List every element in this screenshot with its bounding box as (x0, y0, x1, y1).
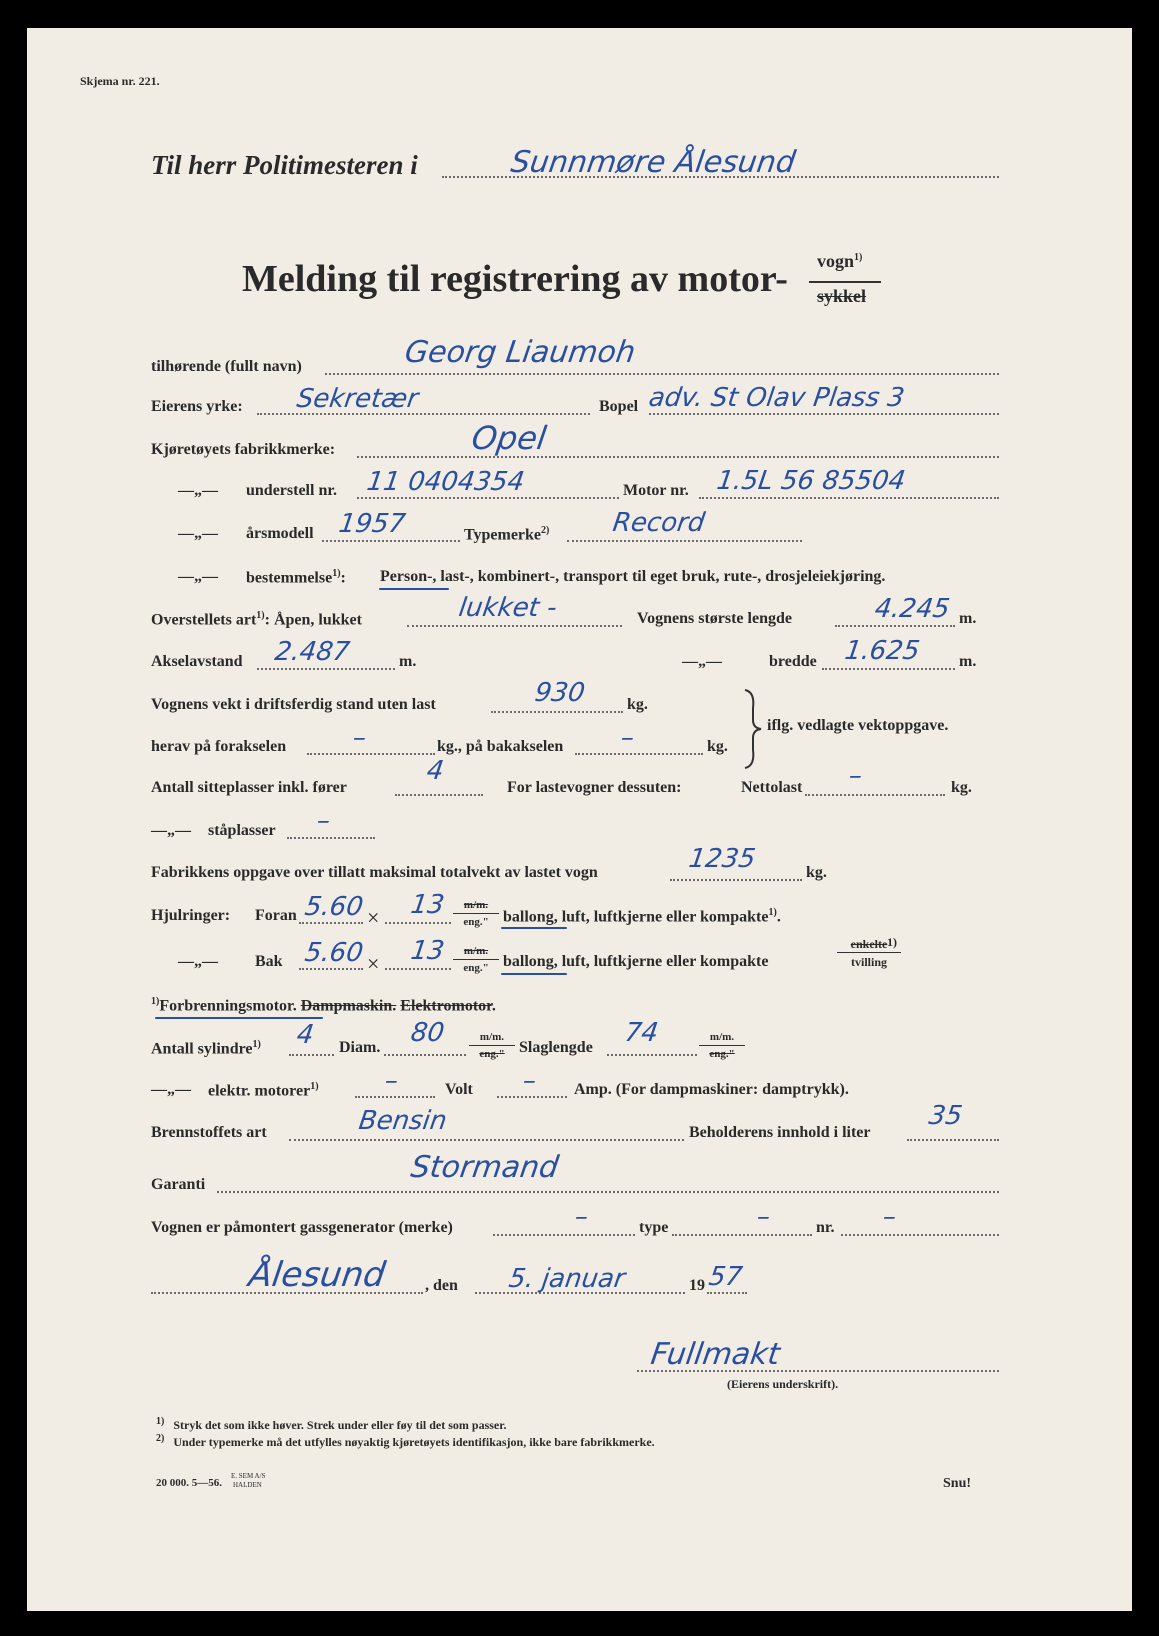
residence-value[interactable]: adv. St Olav Plass 3 (646, 383, 907, 413)
unit-kg: kg. (806, 864, 827, 881)
title-option-vogn: vogn$^{1)}$ (817, 251, 863, 271)
max-length-line (835, 625, 955, 627)
seats-value[interactable]: 4 (424, 756, 446, 786)
body-label: Overstellets art$^{1)}$: Åpen, lukket (151, 610, 362, 629)
rear-tire-rim-line (385, 968, 451, 970)
guarantee-label: Garanti (151, 1176, 206, 1193)
year-value[interactable]: 57 (706, 1262, 745, 1292)
footnote-1: $^{1)}$ Stryk det som ikke høver. Strek under eller føy til det som passer. (156, 1416, 507, 1432)
unit-m: m. (959, 653, 977, 670)
gas-no-label: nr. (816, 1219, 835, 1236)
ditto-mark: —„— (178, 953, 218, 970)
purpose-options: Person-, last-, kombinert-, transport til eget bruk, rute-, drosjeleiekjøring. (380, 568, 886, 585)
wheelbase-label: Akselavstand (151, 653, 243, 670)
printer-name: E. SEM A/S (231, 1472, 266, 1480)
rear-axle-value[interactable]: – (618, 723, 637, 753)
times-sign: × (367, 905, 380, 930)
seats-label: Antall sitteplasser inkl. fører (151, 779, 347, 796)
guarantee-value[interactable]: Stormand (408, 1150, 561, 1185)
body-line (407, 625, 622, 627)
net-load-line (805, 794, 945, 796)
type-label: Typemerke$^{2)}$ (464, 525, 550, 544)
emotors-value[interactable]: – (382, 1066, 401, 1096)
owner-label: tilhørende (fullt navn) (151, 358, 302, 375)
rear-tires-label: Bak (255, 953, 283, 970)
year-line (707, 1292, 747, 1294)
chassis-value[interactable]: 11 0404354 (364, 467, 527, 497)
diam-label: Diam. (339, 1039, 381, 1056)
standing-line (287, 837, 375, 839)
ditto-mark: —„— (151, 822, 191, 839)
unit-kg: kg. (627, 696, 648, 713)
occupation-label: Eierens yrke: (151, 398, 243, 415)
addressee-value[interactable]: Sunnmøre Ålesund (508, 145, 798, 180)
front-tire-unit: m/m. eng." (453, 900, 499, 928)
rear-tire-rim-value[interactable]: 13 (408, 936, 447, 966)
front-axle-value[interactable]: – (350, 723, 369, 753)
amp-label: Amp. (For dampmaskiner: damptrykk). (574, 1081, 849, 1098)
unit-m: m. (399, 653, 417, 670)
motor-value[interactable]: 1.5L 56 85504 (714, 466, 908, 496)
unit-m: m. (959, 610, 977, 627)
tank-value[interactable]: 35 (926, 1101, 965, 1131)
fuel-line (289, 1139, 684, 1141)
net-load-label: Nettolast (741, 779, 803, 796)
standing-label: ståplasser (208, 822, 276, 839)
unit-kg: kg. (951, 779, 972, 796)
rear-tire-unit: m/m. eng." (453, 946, 499, 974)
front-tire-rim-line (385, 922, 451, 924)
max-length-value[interactable]: 4.245 (872, 594, 952, 624)
max-weight-value[interactable]: 1235 (686, 844, 758, 874)
stroke-unit: m/m. eng." (699, 1032, 745, 1060)
front-tire-kind: ballong, luft, luftkjerne eller kompakte$^{1)}$. (503, 907, 781, 926)
chassis-label: understell nr. (246, 482, 337, 499)
rear-axle-label: kg., på bakakselen (437, 738, 564, 755)
turn-over-note: Snu! (943, 1476, 972, 1491)
gas-type-line (672, 1234, 812, 1236)
cylinders-value[interactable]: 4 (294, 1020, 316, 1050)
schema-number: Skjema nr. 221. (80, 74, 160, 88)
times-sign: × (367, 951, 380, 976)
width-line (822, 668, 955, 670)
gas-value[interactable]: – (572, 1202, 591, 1232)
front-tire-width-line (299, 922, 363, 924)
max-weight-line (670, 879, 802, 881)
width-label: bredde (769, 653, 817, 670)
ditto-mark: —„— (682, 653, 722, 670)
single-twin-choice: enkelte tvilling (837, 938, 901, 968)
occupation-value[interactable]: Sekretær (294, 384, 421, 414)
gas-label: Vognen er påmontert gassgenerator (merke) (151, 1219, 453, 1236)
net-load-value[interactable]: – (846, 761, 865, 791)
fuel-value[interactable]: Bensin (356, 1106, 449, 1136)
weight-label: Vognens vekt i driftsferdig stand uten last (151, 696, 436, 713)
guarantee-line (217, 1191, 999, 1193)
gas-no-value[interactable]: – (880, 1202, 899, 1232)
purpose-label: bestemmelse$^{1)}$: (246, 568, 346, 587)
diam-value[interactable]: 80 (408, 1018, 447, 1048)
chassis-line (357, 497, 619, 499)
diam-line (384, 1054, 466, 1056)
signature-value[interactable]: Fullmakt (648, 1337, 782, 1372)
front-axle-label: herav på forakselen (151, 738, 287, 755)
wheelbase-line (257, 668, 395, 670)
front-tire-width-value[interactable]: 5.60 (302, 892, 365, 922)
footnote-2: $^{2)}$ Under typemerke må det utfylles nøyaktig kjøretøyets identifikasjon, ikke bare fabrikkmerke. (156, 1433, 655, 1449)
gas-type-label: type (639, 1219, 669, 1236)
residence-label: Bopel (599, 398, 639, 415)
weight-note: iflg. vedlagte vektoppgave. (767, 717, 949, 734)
owner-line (325, 373, 999, 375)
print-info: 20 000. 5—56. (156, 1477, 222, 1489)
title-option-sykkel: sykkel (817, 286, 867, 306)
form-title: Melding til registrering av motor- (242, 258, 788, 300)
type-line (567, 540, 802, 542)
cylinders-label: Antall sylindre$^{1)}$ (151, 1039, 261, 1058)
front-tires-label: Foran (255, 907, 297, 924)
volt-label: Volt (445, 1081, 473, 1098)
cylinders-line (289, 1054, 334, 1056)
unit-kg: kg. (707, 738, 728, 755)
stroke-value[interactable]: 74 (622, 1018, 661, 1048)
ditto-mark: —„— (151, 1081, 191, 1098)
model-year-value[interactable]: 1957 (336, 509, 408, 539)
gas-line (493, 1234, 635, 1236)
weight-brace (737, 688, 765, 770)
form-sheet (27, 28, 1132, 1611)
addressee-label: Til herr Politimesteren i (151, 150, 418, 180)
engine-type-line: $^{1)}$Forbrenningsmotor. Dampmaskin. Elektromotor. (151, 996, 496, 1015)
max-length-label: Vognens største lengde (637, 610, 792, 627)
ditto-mark: —„— (178, 568, 218, 585)
emotors-line (355, 1096, 435, 1098)
truck-label: For lastevogner dessuten: (507, 779, 682, 796)
width-value[interactable]: 1.625 (842, 636, 922, 666)
type-value[interactable]: Record (610, 508, 707, 538)
rear-tire-kind: ballong, luft, luftkjerne eller kompakte (503, 953, 769, 970)
body-value[interactable]: lukket - (456, 593, 559, 623)
fuel-label: Brennstoffets art (151, 1124, 267, 1141)
printer-city: HALDEN (233, 1481, 262, 1489)
standing-value[interactable]: – (314, 806, 333, 836)
title-option-rule (809, 281, 881, 283)
seats-line (395, 794, 483, 796)
signature-caption: (Eierens underskrift). (727, 1377, 839, 1391)
volt-value[interactable]: – (520, 1066, 539, 1096)
max-weight-label: Fabrikkens oppgave over tillatt maksimal totalvekt av lastet vogn (151, 864, 598, 881)
motor-line (699, 497, 999, 499)
make-value[interactable]: Opel (469, 419, 549, 457)
purpose-person-underline (379, 588, 449, 590)
emotors-label: elektr. motorer$^{1)}$ (208, 1081, 319, 1100)
engine-underline (155, 1017, 323, 1019)
stroke-line (607, 1054, 697, 1056)
date-label: , den (425, 1277, 458, 1294)
volt-line (497, 1096, 567, 1098)
wheelbase-value[interactable]: 2.487 (272, 637, 352, 667)
tires-label: Hjulringer: (151, 907, 231, 924)
rear-axle-line (575, 753, 703, 755)
make-label: Kjøretøyets fabrikkmerke: (151, 441, 336, 458)
front-axle-line (307, 753, 435, 755)
ditto-mark: —„— (178, 525, 218, 542)
rear-tire-width-line (299, 968, 363, 970)
owner-value[interactable]: Georg Liaumoh (402, 335, 638, 370)
stroke-label: Slaglengde (519, 1039, 593, 1056)
place-value[interactable]: Ålesund (246, 1255, 388, 1295)
diam-unit: m/m. eng." (469, 1032, 515, 1060)
front-ballong-underline (501, 927, 567, 929)
tank-label: Beholderens innhold i liter (689, 1124, 871, 1141)
model-year-label: årsmodell (246, 525, 314, 542)
date-value[interactable]: 5. januar (506, 1264, 627, 1294)
gas-type-value[interactable]: – (754, 1202, 773, 1232)
front-tire-rim-value[interactable]: 13 (408, 890, 447, 920)
residence-line (649, 413, 999, 415)
rear-ballong-underline (501, 973, 567, 975)
gas-no-line (841, 1234, 999, 1236)
make-line (357, 456, 999, 458)
footnote-mark: 1) (887, 935, 897, 949)
ditto-mark: —„— (178, 482, 218, 499)
weight-line (491, 711, 623, 713)
weight-value[interactable]: 930 (532, 678, 587, 708)
year-prefix: 19 (689, 1277, 705, 1294)
rear-tire-width-value[interactable]: 5.60 (302, 938, 365, 968)
tank-line (907, 1139, 999, 1141)
motor-label: Motor nr. (623, 482, 689, 499)
model-year-line (322, 540, 460, 542)
